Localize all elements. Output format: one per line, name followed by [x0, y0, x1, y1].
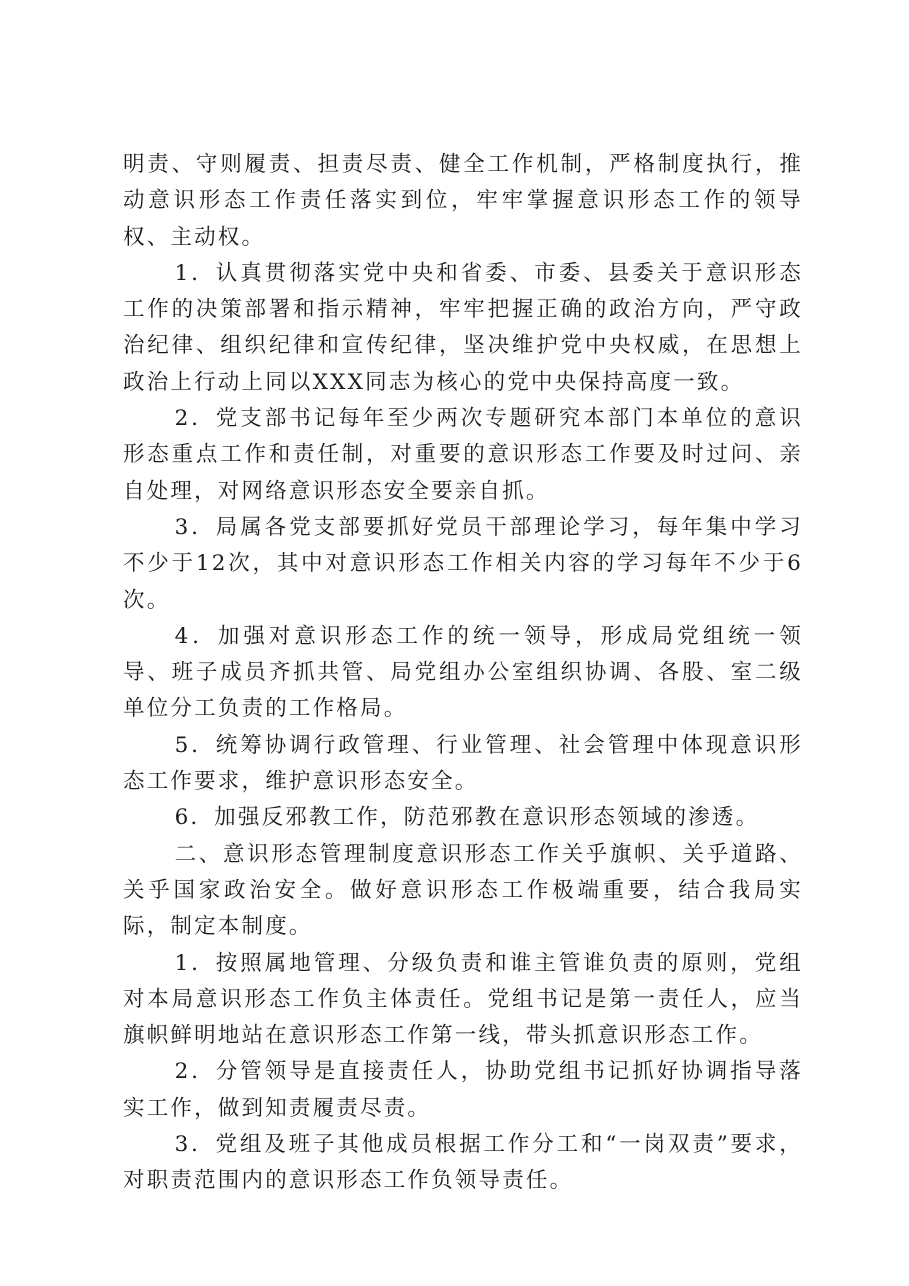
paragraph: 1．按照属地管理、分级负责和谁主管谁负责的原则，党组对本局意识形态工作负主体责任。党组书记是第一责任人，应当旗帜鲜明地站在意识形态工作第一线，带头抓意识形态工作。 — [123, 950, 803, 1049]
paragraph: 1．认真贯彻落实党中央和省委、市委、县委关于意识形态工作的决策部署和指示精神，牢牢把握正确的政治方向，严守政治纪律、组织纪律和宣传纪律，坚决维护党中央权威，在思想上政治上行动上同以XXX同志为核心的党中央保持高度一致。 — [123, 260, 803, 395]
document-body — [123, 147, 803, 1200]
paragraph: 2．党支部书记每年至少两次专题研究本部门本单位的意识形态重点工作和责任制，对重要的意识形态工作要及时过问、亲自处理，对网络意识形态安全要亲自抓。 — [123, 406, 803, 504]
paragraph: 6．加强反邪教工作，防范邪教在意识形态领域的渗透。 — [174, 805, 760, 831]
paragraph: 3．局属各党支部要抓好党员干部理论学习，每年集中学习不少于12次，其中对意识形态工作相关内容的学习每年不少于6次。 — [123, 514, 803, 613]
paragraph: 3．党组及班子其他成员根据工作分工和“一岗双责”要求，对职责范围内的意识形态工作负领导责任。 — [123, 1132, 803, 1194]
paragraph: 2．分管领导是直接责任人，协助党组书记抓好协调指导落实工作，做到知责履责尽责。 — [123, 1059, 803, 1121]
section-heading-paragraph: 二、意识形态管理制度意识形态工作关乎旗帜、关乎道路、关乎国家政治安全。做好意识形态工作极端重要，结合我局实际，制定本制度。 — [123, 841, 803, 940]
paragraph: 4．加强对意识形态工作的统一领导，形成局党组统一领导、班子成员齐抓共管、局党组办公室组织协调、各股、室二级单位分工负责的工作格局。 — [123, 623, 803, 722]
paragraph: 5．统筹协调行政管理、行业管理、社会管理中体现意识形态工作要求，维护意识形态安全。 — [123, 732, 803, 795]
paragraph: 明责、守则履责、担责尽责、健全工作机制，严格制度执行，推动意识形态工作责任落实到位，牢牢掌握意识形态工作的领导权、主动权。 — [123, 152, 803, 250]
